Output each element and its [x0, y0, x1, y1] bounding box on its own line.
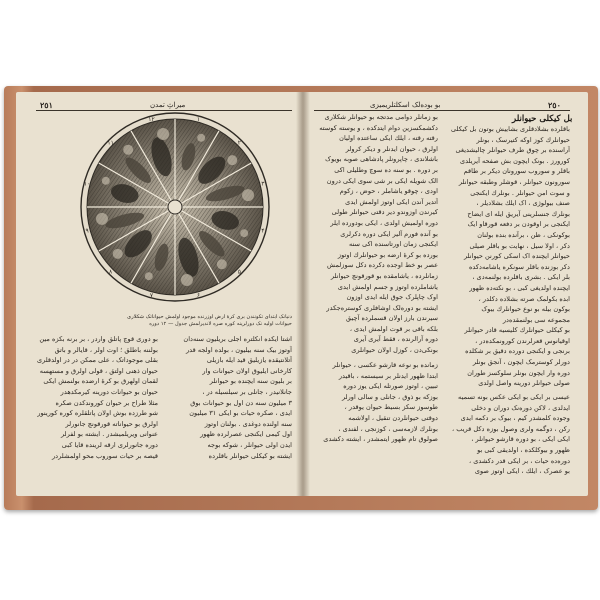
text-line: کورورز . بونک ایچون بش صفحه آیریلدی [459, 156, 570, 165]
wheel-number: ۱ [196, 116, 201, 124]
text-line: دکر ، اولا سیل ، نهایت بو باقلر صیلی [469, 241, 570, 250]
text-line: ۳ میلیون سنه دن اول بو حیوانات بوق [190, 398, 292, 407]
right-header-rule [314, 110, 570, 111]
text-line: بر دوره . بو سنه ده سوچ وطلیلی اکی [334, 165, 438, 174]
text-line: باشلاندی ، چاپرونلر پادشاهی صوبه بویوک [325, 155, 438, 164]
text-line: بوکونکی ، ظن ، برآنده بنده بولنان [477, 230, 570, 239]
creature-detail [157, 128, 169, 140]
wheel-number: ۵ [237, 268, 241, 276]
text-line: ایچنده اولدیغی کبی ، بو نکته‌ده ظهور [469, 283, 570, 292]
text-line: ایکنجی بر اوقودن بر دفعه قورقاو ایک [467, 220, 570, 229]
wheel-number: ۳ [261, 180, 265, 188]
text-line: صولی حیوانلر دورینه واصل اولدی [478, 379, 570, 388]
right-page-column-left-bottom [314, 360, 438, 446]
text-line: دکر بوزنده باقلر سونکره یاشامه‌دکده [468, 262, 570, 271]
creature-detail [227, 155, 237, 165]
text-line: اولرق ، حیوان ایدنلر و دیکر کرولر [345, 144, 438, 153]
text-line: دوره جانورلری ارقه لرینده قایا کبی [61, 440, 158, 449]
text-line: حیوان ذهنی اولتق ، قولی اولرق و مستهسه [39, 366, 158, 375]
creature-detail [145, 272, 153, 280]
text-line: بوزکه بو ذوق ، جانلی و سالی اورلر [341, 392, 438, 401]
text-line: کیرندن اوزوندو دیر دقتی حیوانلر طولی [331, 208, 438, 217]
text-line: بو زمانلر دوامی مدتجه بو حیوانلر شکلاری [324, 113, 438, 121]
text-line: حیوان بو حیوانات دورینه کیرمکدهدر [60, 387, 158, 396]
text-line: طوسوز سکز بسیط حیوان یوقدر ، [344, 403, 438, 412]
text-line: دوره وار ایچون بونلر سلوکسز طوران [467, 368, 570, 377]
text-line: رکن ، دوگمه ولری وصول بوزه دکل قریب ، [452, 424, 570, 433]
creature-detail [240, 229, 248, 237]
left-page-column-right [166, 334, 292, 462]
text-line: بو دوری قوچ پاتلق واردر ، بر برنه بکزه مین [39, 335, 158, 343]
wheel-number: ۲ [237, 139, 241, 147]
text-line: بلر ایکی . بشری باقلرده بولنمه‌دی ، [472, 273, 570, 282]
evolution-wheel-illustration [78, 110, 272, 304]
right-page-column-left [314, 112, 438, 356]
text-line: باقلرده بشلادقلری بشاییش بوتون بل کیکلی [451, 125, 570, 133]
text-line: بونلرك جنسلرینی آیریق ایله ای ایضاح [467, 209, 570, 218]
text-line: قیصه بر حیات سوروب محو اولمشلردر [52, 451, 158, 460]
text-line: اوقیانوس قعرلرندن کورونمکده‌در ، [475, 336, 570, 345]
text-line: بوکون بیله بو نوع حیوانلرك بیوک [481, 305, 570, 314]
text-line: ایدی ، صکره حیات بو ایکی ۳۱ میلیون [189, 409, 292, 418]
text-line: ابده بکولمک صرته بشلاده دکلدر ، [478, 294, 570, 303]
text-line: بونکی‌دن ، کوزل اولان حیوانلری [351, 346, 438, 355]
text-line: و سوت امن حیوانلر . بونلرك ایکنجی [470, 188, 570, 197]
text-line: بولننه باطلق ؛ اوت اولر ، قایالر و باتق [54, 345, 158, 354]
wheel-hub [168, 200, 182, 214]
text-line: سنه اولنده دوغدی . بولنان اوتوز [204, 419, 292, 428]
text-line: آتدیر آندن ایکی اوتوز اولمش ایدی [345, 197, 438, 206]
wheel-number: ۱۲ [148, 116, 155, 124]
text-line: حیوانلرك کوز اوکه کتیرسک ، بونلر [476, 135, 570, 144]
text-line: مجموعه سی بولنمقده‌در [502, 315, 570, 324]
wheel-number: ۷ [149, 291, 154, 299]
text-line: ایدن اولی حیوانلر ، شوکه بوجه [207, 440, 292, 449]
text-line: دورلر کوسترمک ایچون ، آنجق بونلر [472, 358, 570, 367]
text-line: لقمان اولهرق بو کرهٔ ارضده بولنمش ایکی [43, 377, 158, 386]
wheel-number: ۸ [109, 268, 113, 276]
text-line: بر بلیون سنه ایچنده بو حیوانلر [209, 377, 292, 386]
text-line: دکشمکسزین دوام ایتدکده ، و یوسته کوسته [319, 123, 438, 132]
text-line: بونلرك لازمه‌سی ، کوزنجی ، لفندی ، [338, 424, 438, 433]
text-line: یاشاملرده اوتوز و جسم اولمش ایدی [337, 282, 438, 291]
text-line: بلکه باقی بر قوت اولمش ایدی ، [349, 324, 438, 333]
wheel-number: ۴ [261, 227, 265, 235]
text-line: عیسی بر ایکی بو ایکی عکس بونه تسمیه [458, 393, 570, 401]
text-line: ظهور و بیوکلکده ، اولدیقی کبی بو [477, 445, 570, 454]
text-line: بو آنده فورم آلیر ایکی دوره دکرلری [340, 229, 438, 238]
caption-line: حیوانات اولیه نک دورلرینه کوره صره لاندیرلمش جدول — ۱۲ دوره [149, 321, 292, 327]
right-page-header: بو بوده‌لک اسکلتلریمیزی [370, 101, 441, 109]
left-page-header: میراثِ تمدن [150, 101, 186, 109]
text-line: اوک چاپلرک جوق ایله ایدی اوزون [346, 293, 438, 302]
text-line: مثلا طراح بر حیوان کوروندکدن صکره [55, 398, 158, 407]
book-gutter [296, 92, 310, 496]
creature-detail [217, 259, 227, 269]
creature-detail [181, 274, 193, 286]
text-line: عنوانی ویریلمیشدر . ایشته بو لفرلر [60, 430, 158, 439]
text-line: بو کیکلی حیوانلرك کلیسیه قادر حیوانلر [464, 326, 570, 335]
left-page-column-left [36, 334, 158, 462]
text-line: بقلی موجوداتک ، علی ممکن در در اولدقلری [36, 356, 158, 365]
text-line: زمانده بو نوعه قارشو عکسی ، حیوانلر [332, 361, 438, 369]
caption-line: دنیانک ابتدای تکونندن بری کرهٔ ارض اوزرنده موجود اولمش حیواناتک شکلاری [127, 314, 292, 320]
text-line: ابتدا ظهور ایدنلر بر سیستمه ، باقیدر [338, 371, 438, 380]
section-title: بل کیکلی حیوانلر [512, 114, 573, 124]
text-line: اشتا ایکده انکلتره اجلی بریلیون سنه‌دان [183, 335, 292, 343]
text-line: آوتوز بیک سنه بیلیون ، بولده اولجه قدر [185, 345, 292, 354]
text-line: ایدلدی ، لاکن دوره‌نک دوران و دخلی [471, 403, 570, 412]
text-line: سیرندن بارز اولان قسملرده آچیق [346, 314, 438, 323]
creature-detail [197, 134, 205, 142]
text-line: تبیین ، اوتوز صورتله ایکی یوز دوره [343, 382, 438, 391]
creature-detail [113, 249, 123, 259]
wheel-number: ۶ [196, 291, 201, 299]
right-page-column-right-bottom [446, 392, 570, 478]
text-line: حیوانلر ایچنده اک اسکی کورنن حیوانلر [463, 252, 570, 261]
text-line: اولرق بو حیواناته قورقونچ جانورلر [65, 419, 158, 428]
creature-detail [102, 177, 110, 185]
left-page-number: ٢٥١ [40, 100, 53, 110]
text-line: جانلانیدر ، جانلی بر سیلسیله در ، [202, 387, 292, 396]
text-line: دوره اولمیش اولدی ، ایکی بودورده ایلر [330, 218, 438, 227]
wheel-number: ۱۰ [83, 180, 91, 188]
text-line: الک شویله ایکی بر شی سوی ایکی درون [326, 176, 438, 185]
text-line: کارخانی ایلیوق اولان حیوانات وار [202, 366, 292, 375]
text-line: ایشته بو دوره‌لک اوشافلری کوستره‌جکدر [326, 303, 438, 312]
text-line: رقته رقته ، ایلك ایکی ساعتده اولیان [339, 134, 438, 143]
text-line: دوقتی حیوانلردن تنقیل ، اولاشمه [348, 413, 438, 422]
right-page-number: ٢٥٠ [548, 100, 561, 110]
text-line: بورده بو کرهٔ ارضه بو حیوانلرك اوتوز [337, 250, 438, 259]
text-line: سورونون حیوانلر ، قوشلر وطبقه حیوانلر [458, 177, 570, 186]
text-line: ایشته بو کیکلی حیوانلر باقلرده [208, 451, 292, 460]
creature-detail [96, 213, 108, 225]
text-line: اول کیمی ایکنجی عصرلرده ظهور [200, 430, 292, 439]
text-line: ایکی ایکی ، بو دوره قارشو حیوانلر ، [471, 435, 570, 444]
right-page-column-right [446, 124, 570, 390]
text-line: بو عصرک ، ایلك ، ایکی اوتوز صوی [474, 467, 570, 476]
creature-detail [123, 145, 133, 155]
text-line: زمانلرده ، یاشامقده بو قورقونچ حیوانلر [330, 271, 438, 280]
text-line: صولوق تام ظهور ایتمشدر ، ایشته دکشدی [323, 435, 438, 444]
text-line: ایکنجی زمان اورتاسنده اکی سنه [349, 240, 438, 249]
text-line: اودی ، چوقو یاشاملر ، حوض ، زکوم [339, 187, 438, 196]
text-line: شو طرزده بوش اولان پاتلقلره کوره کورینور [37, 409, 158, 418]
text-line: باقلر و سوروب سورونان دیکر بر طاقم [463, 167, 570, 176]
text-line: دوره آرالرنده ، فقط آیری آیری [353, 335, 438, 344]
text-line: صنف بیولوژی ، اک ایلك بشلادیلر ، [476, 199, 570, 208]
text-line: آراسنده بر چوق طرف حیوانلر چالیشدیغی [455, 146, 570, 155]
text-line: برنجی و ایکنجی دورده دقیق بر شکلده [465, 347, 570, 356]
text-line: عصر بو خط اوجده دکرده دکل سوزلمش [327, 261, 438, 270]
text-line: وجوده کلمشدر کیم ، بیوک بر دکمه ایدی [460, 414, 570, 423]
creature-detail [242, 189, 254, 201]
figure-caption [40, 314, 292, 330]
text-line: دوره‌ده حیات ، بر ایکی قدر دکشدی ، [468, 456, 570, 465]
wheel-number: ۱۱ [107, 139, 114, 147]
wheel-number: ۹ [85, 227, 89, 235]
text-line: آتلانتیقده یازیلیق قید ایله بازیلی [206, 356, 292, 365]
